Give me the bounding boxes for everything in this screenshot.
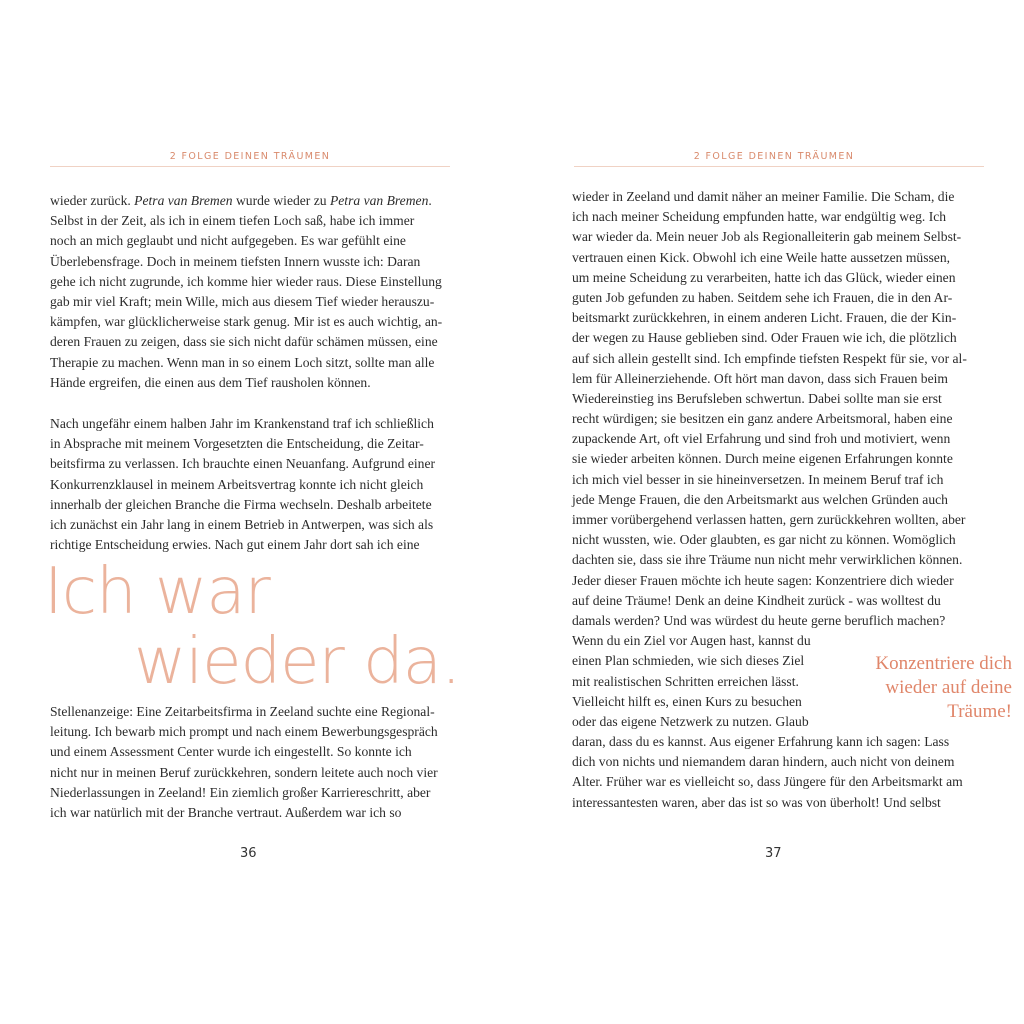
text-line: und einem Assessment Center wurde ich eingestellt. So konnte ich — [50, 744, 412, 760]
text-line: Therapie zu machen. Wenn man in so einem Loch sitzt, sollte man alle — [50, 354, 435, 370]
text-line: Niederlassungen in Zeeland! Ein ziemlich großer Karriereschritt, aber — [50, 784, 431, 800]
text-line: beitsmarkt zurückkehren, in einem anderen Licht. Frauen, die der Kin- — [572, 310, 957, 326]
text-line: wieder in Zeeland und damit näher an meiner Familie. Die Scham, die — [572, 189, 955, 204]
text-line: recht würdigen; sie besitzen ein ganz andere Arbeitsmoral, haben eine — [572, 411, 953, 427]
text-line: Überlebensfrage. Doch in meinem tiefsten Innern wusste ich: Daran — [50, 253, 421, 269]
pull-quote-line-1: Ich war — [44, 555, 270, 629]
text-line: Stellenanzeige: Eine Zeitarbeitsfirma in Zeeland suchte eine Regional- — [50, 704, 435, 719]
page-number: 36 — [240, 846, 257, 861]
text-line: oder das eigene Netzwerk zu nutzen. Glaub — [572, 713, 809, 729]
header-rule — [50, 166, 450, 167]
text-line: ich mich viel besser in sie hineinversetzen. In meinem Beruf traf ich — [572, 471, 944, 487]
right-page — [512, 0, 1024, 1024]
pull-quote-line-2: wieder da. — [134, 625, 461, 699]
text-line: Selbst in der Zeit, als ich in einem tiefen Loch saß, habe ich immer — [50, 213, 415, 229]
text-line: damals werden? Und was würdest du heute gerne beruflich machen? — [572, 612, 946, 628]
text-line: Wenn du ein Ziel vor Augen hast, kannst du — [572, 633, 811, 649]
text-line: immer vorübergehend verlassen hatten, gern zurückkehren wollten, aber — [572, 512, 966, 527]
text-line: auf deine Träume! Denk an deine Kindheit zurück - was wolltest du — [572, 592, 941, 608]
text-line: Konkurrenzklausel in meinem Arbeitsvertrag konnte ich nicht gleich — [50, 476, 424, 492]
quote-line: Träume! — [947, 701, 1012, 722]
text-line: zupackende Art, oft viel Erfahrung und sind froh und motiviert, wenn — [572, 431, 951, 447]
text-line: jede Menge Frauen, die den Arbeitsmarkt aus welchen Gründen auch — [572, 491, 948, 507]
text-line: dich von nichts und niemandem daran hindern, auch nicht von deinem — [572, 754, 955, 770]
text-line: daran, dass du es kannst. Aus eigener Erfahrung kann ich sagen: Lass — [572, 734, 950, 750]
text-line: ich nach meiner Scheidung empfunden hatte, war endgültig weg. Ich — [572, 209, 947, 225]
body-paragraph-1 — [50, 191, 450, 393]
text-line: in Absprache mit meinem Vorgesetzten die Entscheidung, die Zeitar- — [50, 436, 424, 452]
text-line: sie wieder arbeiten können. Durch meine eigenen Erfahrungen konnte — [572, 451, 953, 467]
body-paragraph-2 — [50, 414, 450, 555]
text-line: lem für Alleinerziehende. Oft hört man davon, dass sich Frauen beim — [572, 370, 948, 386]
text-line: kämpfen, war glücklicherweise stark genug. Mir ist es auch wichtig, an- — [50, 314, 443, 330]
running-head: 2 FOLGE DEINEN TRÄUMEN — [169, 151, 331, 162]
text-line: interessantesten waren, aber das ist so was von überholt! Und selbst — [572, 794, 941, 810]
quote-line: Konzentriere dich — [875, 653, 1012, 674]
text-line: ich war natürlich mit der Branche vertraut. Außerdem war ich so — [50, 804, 402, 820]
text-line: Jeder dieser Frauen möchte ich heute sagen: Konzentriere dich wieder — [572, 572, 954, 588]
side-pull-quote — [822, 652, 1012, 724]
text-line: Alter. Früher war es vielleicht so, dass Jüngere für den Arbeitsmarkt am — [572, 774, 963, 790]
text-line: der wegen zu Hause geblieben sind. Oder Frauen wie ich, die plötzlich — [572, 330, 957, 346]
text-line: leitung. Ich bewarb mich prompt und nach einem Bewerbungsgespräch — [50, 724, 438, 740]
text-line: Nach ungefähr einem halben Jahr im Krankenstand traf ich schließlich — [50, 416, 434, 431]
text-line: nicht wussten, wie. Oder glaubten, es gar nicht zu können. Womöglich — [572, 532, 956, 548]
running-head: 2 FOLGE DEINEN TRÄUMEN — [693, 151, 855, 162]
body-paragraph-3 — [50, 702, 450, 823]
text-line: ich zunächst ein Jahr lang in einem Betrieb in Antwerpen, was sich als — [50, 516, 434, 532]
text-line: gab mir viel Kraft; mein Wille, mich aus diesem Tief wieder herauszu- — [50, 293, 435, 309]
text-line: beitsfirma zu verlassen. Ich brauchte einen Neuanfang. Aufgrund einer — [50, 456, 435, 472]
text-line: nicht nur in meinen Beruf zurückkehren, sondern leitete auch noch vier — [50, 764, 438, 780]
text-line: Hände ergreifen, die einen aus dem Tief rausholen können. — [50, 374, 371, 390]
text-line: noch an mich geglaubt und nicht aufgegeben. Es war gefühlt eine — [50, 233, 406, 249]
text-line: war wieder da. Mein neuer Job als Regionalleiterin gab meinem Selbst- — [572, 229, 962, 245]
text-line: auf sich allein gestellt sind. Ich empfinde tiefsten Respekt für sie, vor al- — [572, 350, 967, 366]
text-line: um meine Scheidung zu verarbeiten, hatte ich das Glück, wieder einen — [572, 269, 956, 285]
text-line: dachten sie, dass sie ihre Träume nun nicht mehr verwirklichen können. — [572, 552, 963, 568]
text-line: Wiedereinstieg ins Berufsleben schwertun. Dabei sollte man sie erst — [572, 390, 942, 406]
header-rule — [574, 166, 984, 167]
text-line: mit realistischen Schritten erreichen lässt. — [572, 673, 799, 689]
text-line: deren Frauen zu zeigen, dass sie sich nicht dafür schämen müssen, eine — [50, 334, 438, 350]
text-line: Vielleicht hilft es, einen Kurs zu besuchen — [572, 693, 802, 709]
text-line: innerhalb der gleichen Branche die Firma wechseln. Deshalb arbeitete — [50, 496, 432, 512]
text-line: richtige Entscheidung erwies. Nach gut einem Jahr dort sah ich eine — [50, 537, 420, 553]
quote-line: wieder auf deine — [885, 677, 1012, 698]
text-line: vertrauen einen Kick. Obwohl ich eine Weile hatte aussetzen müssen, — [572, 249, 951, 265]
page-number: 37 — [765, 846, 782, 861]
text-line: gehe ich nicht zugrunde, ich komme hier wieder raus. Diese Einstellung — [50, 273, 442, 289]
text-line: guten Job gefunden zu haben. Seitdem sehe ich Frauen, die in den Ar- — [572, 289, 953, 305]
text-line: einen Plan schmieden, wie sich dieses Ziel — [572, 653, 805, 669]
text-line: wieder zurück. Petra van Bremen wurde wieder zu Petra van Bremen. — [50, 193, 432, 208]
